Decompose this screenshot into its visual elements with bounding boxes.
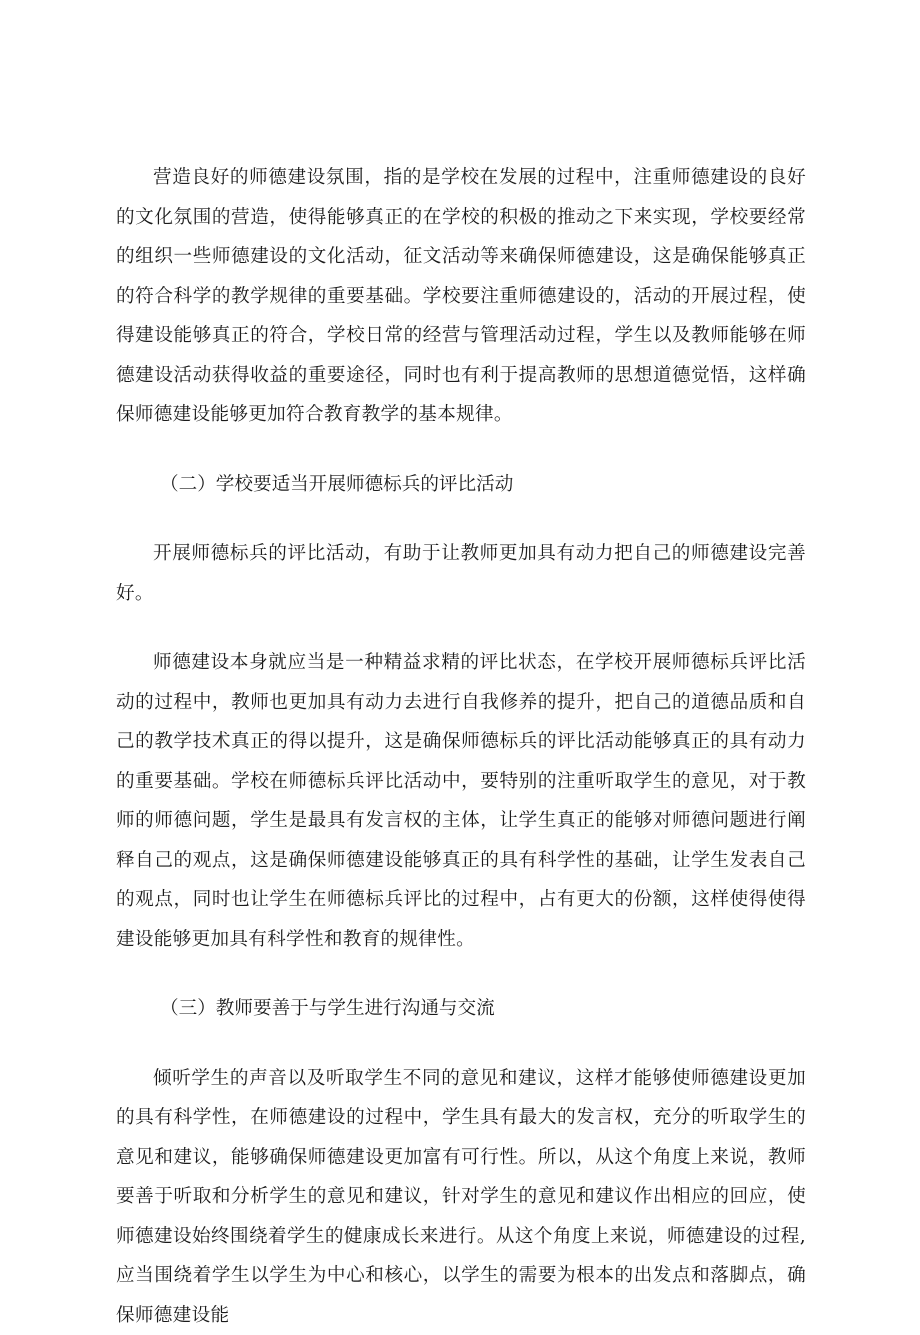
- paragraph-model-evaluation: 师德建设本身就应当是一种精益求精的评比状态，在学校开展师德标兵评比活动的过程中，教师也更加具有动力去进行自我修养的提升，把自己的道德品质和自己的教学技术真正的得以提升，这是确保师德标兵的评比活动能够真正的具有动力的重要基础。学校在师德标兵评比活动中，要特别的注重听取学生的意见，对于教师的师德问题，学生是最具有发言权的主体，让学生真正的能够对师德问题进行阐释自己的观点，这是确保师德建设能够真正的具有科学性的基础，让学生发表自己的观点，同时也让学生在师德标兵评比的过程中，占有更大的份额，这样使得使得建设能够更加具有科学性和教育的规律性。: [116, 643, 806, 959]
- document-page: [116, 158, 806, 1335]
- paragraph-atmosphere: 营造良好的师德建设氛围，指的是学校在发展的过程中，注重师德建设的良好的文化氛围的营造，使得能够真正的在学校的积极的推动之下来实现，学校要经常的组织一些师德建设的文化活动，征文活动等来确保师德建设，这是确保能够真正的符合科学的教学规律的重要基础。学校要注重师德建设的，活动的开展过程，使得建设能够真正的符合，学校日常的经营与管理活动过程，学生以及教师能够在师德建设活动获得收益的重要途径，同时也有利于提高教师的思想道德觉悟，这样确保师德建设能够更加符合教育教学的基本规律。: [116, 158, 806, 435]
- paragraph-model-evaluation-intro: 开展师德标兵的评比活动，有助于让教师更加具有动力把自己的师德建设完善好。: [116, 534, 806, 613]
- paragraph-communication: 倾听学生的声音以及听取学生不同的意见和建议，这样才能够使师德建设更加的具有科学性，在师德建设的过程中，学生具有最大的发言权，充分的听取学生的意见和建议，能够确保师德建设更加富有可行性。所以，从这个角度上来说，教师要善于听取和分析学生的意见和建议，针对学生的意见和建议作出相应的回应，使师德建设始终围绕着学生的健康成长来进行。从这个角度上来说，师德建设的过程,应当围绕着学生以学生为中心和核心，以学生的需要为根本的出发点和落脚点，确保师德建设能: [116, 1059, 806, 1335]
- section-heading-3: （三）教师要善于与学生进行沟通与交流: [116, 989, 806, 1029]
- section-heading-2: （二）学校要适当开展师德标兵的评比活动: [116, 465, 806, 505]
